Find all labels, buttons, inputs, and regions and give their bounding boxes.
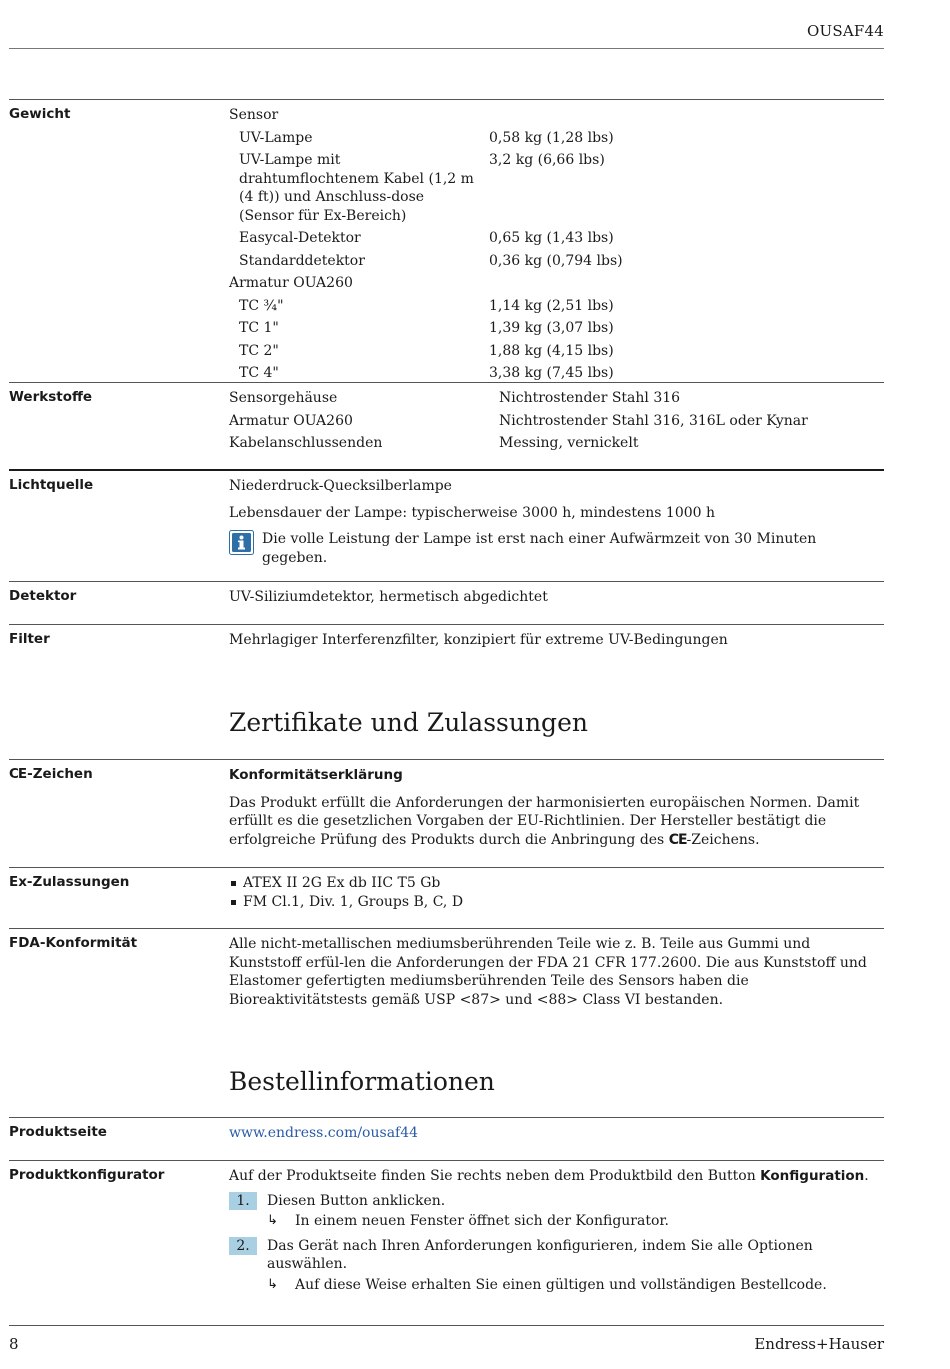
ce-body: [229, 766, 884, 849]
section-ce: [9, 759, 884, 867]
label-werkstoffe: Werkstoffe: [9, 389, 93, 405]
section-lichtquelle: [9, 469, 884, 583]
label-lichtquelle: Lichtquelle: [9, 477, 94, 493]
label-ce-text: -Zeichen: [27, 766, 93, 782]
header-title: OUSAF44: [807, 22, 884, 40]
filter-text: Mehrlagiger Interferenzfilter, konzipiert für extreme UV-Bedingungen: [229, 632, 728, 648]
result-arrow-icon: ↳: [267, 1276, 278, 1292]
row-name: TC 4": [239, 365, 279, 381]
row-value: Nichtrostender Stahl 316, 316L oder Kynar: [499, 412, 808, 429]
list-item: ATEX II 2G Ex db IIC T5 Gb: [229, 874, 884, 893]
lichtquelle-body: [229, 477, 884, 567]
section-filter: [9, 624, 884, 685]
info-note: [229, 530, 884, 567]
section-werkstoffe: [9, 382, 884, 470]
table-row: [229, 229, 884, 248]
lamp-type: Niederdruck-Quecksilberlampe: [229, 478, 452, 494]
footer-rule: [9, 1325, 884, 1326]
footer-brand: Endress+Hauser: [754, 1335, 884, 1353]
intro-text: Auf der Produktseite finden Sie rechts neben dem Produktbild den Button: [229, 1168, 761, 1184]
table-row: [229, 389, 884, 408]
row-name: Standarddetektor: [239, 252, 365, 269]
armatur-heading: Armatur OUA260: [229, 275, 353, 291]
document-page: [9, 0, 884, 1369]
heading-zertifikate: Zertifikate und Zulassungen: [229, 708, 588, 737]
row-name: Sensorgehäuse: [229, 390, 338, 406]
sensor-heading: Sensor: [229, 107, 279, 123]
row-name: Armatur OUA260: [229, 412, 353, 429]
ex-list: [229, 874, 884, 911]
label-filter: Filter: [9, 631, 50, 647]
lamp-lifetime: Lebensdauer der Lampe: typischerweise 3000 h, mindestens 1000 h: [229, 504, 716, 521]
row-value: 0,58 kg (1,28 lbs): [489, 129, 614, 146]
table-row: [229, 319, 884, 338]
ce-text-after: -Zeichens.: [686, 831, 760, 848]
row-name: TC 1": [239, 320, 279, 336]
detektor-text: UV-Siliziumdetektor, hermetisch abgedichtet: [229, 589, 548, 605]
step-result-text: Auf diese Weise erhalten Sie einen gültigen und vollständigen Bestellcode.: [295, 1276, 827, 1293]
ce-text-before: Das Produkt erfüllt die Anforderungen der harmonisierten europäischen Normen. Damit erfüllt es die gesetzlichen Vorgaben der EU-Richtlinien. Der Hersteller bestätigt die erfolgreiche Prüfung des Produkts durch die Anbringung des: [229, 794, 860, 848]
result-arrow-icon: ↳: [267, 1213, 278, 1228]
label-produktseite: Produktseite: [9, 1124, 107, 1140]
row-name: UV-Lampe mit drahtumflochtenem Kabel (1,2 m (4 ft)) und Anschluss-dose (Sensor für Ex-Bereich): [239, 152, 474, 224]
ce-paragraph: [229, 794, 884, 850]
row-value: 3,2 kg (6,66 lbs): [489, 152, 605, 168]
step-number: 2.: [229, 1237, 257, 1255]
table-row: [229, 129, 884, 148]
gewicht-body: [229, 106, 884, 383]
row-value: 1,88 kg (4,15 lbs): [489, 342, 614, 359]
fda-text: Alle nicht-metallischen mediumsberührenden Teile wie z. B. Teile aus Gummi und Kunststoff erfül-len die Anforderungen der FDA 21 CFR 177.2600. Die aus Kunststoff und Elastomer gefertigten mediumsberührenden Teile des Sensors haben die Bioreaktivitätstests gemäß USP <87> und <88> Class VI bestanden.: [229, 936, 867, 1008]
label-detektor: Detektor: [9, 588, 77, 604]
heading-bestell: Bestellinformationen: [229, 1067, 495, 1096]
label-gewicht: Gewicht: [9, 106, 71, 122]
row-name: TC 2": [239, 342, 279, 359]
row-value: 0,65 kg (1,43 lbs): [489, 230, 614, 246]
info-icon: [229, 530, 254, 555]
section-konfigurator: [9, 1160, 884, 1311]
section-ex: [9, 867, 884, 928]
step-item: [229, 1192, 884, 1211]
row-value: 0,36 kg (0,794 lbs): [489, 252, 623, 269]
row-name: TC ¾": [239, 297, 284, 314]
ex-body: [229, 874, 884, 911]
row-value: 1,39 kg (3,07 lbs): [489, 320, 614, 336]
section-detektor: [9, 581, 884, 625]
section-produktseite: [9, 1117, 884, 1161]
table-row: [229, 434, 884, 453]
table-row: [229, 151, 884, 225]
konfigurator-intro: [229, 1167, 884, 1186]
row-value: Nichtrostender Stahl 316: [499, 390, 681, 406]
table-row: [229, 412, 884, 431]
label-konfigurator: Produktkonfigurator: [9, 1167, 165, 1183]
info-text: Die volle Leistung der Lampe ist erst nach einer Aufwärmzeit von 30 Minuten gegeben.: [262, 531, 817, 566]
product-page-link[interactable]: www.endress.com/ousaf44: [229, 1125, 419, 1141]
table-row: [229, 297, 884, 316]
list-item: FM Cl.1, Div. 1, Groups B, C, D: [229, 893, 884, 912]
row-value: Messing, vernickelt: [499, 435, 639, 451]
step-result: [229, 1212, 884, 1231]
label-fda: FDA-Konformität: [9, 935, 138, 951]
label-ex: Ex-Zulassungen: [9, 874, 130, 890]
table-row: [229, 252, 884, 271]
page-number: 8: [9, 1335, 19, 1353]
section-fda: [9, 928, 884, 1029]
step-text: Diesen Button anklicken.: [267, 1192, 446, 1209]
konfigurator-body: [229, 1167, 884, 1294]
konfiguration-term: Konfiguration: [760, 1168, 865, 1184]
ce-heading: Konformitätserklärung: [229, 767, 403, 783]
werkstoffe-body: [229, 389, 884, 453]
ce-mark-inline: CE: [668, 831, 687, 848]
label-ce: [9, 766, 93, 782]
step-result: [229, 1276, 884, 1295]
step-number: 1.: [229, 1192, 257, 1210]
step-result-text: In einem neuen Fenster öffnet sich der Konfigurator.: [295, 1213, 670, 1229]
header-rule: [9, 48, 884, 49]
row-name: Easycal-Detektor: [239, 230, 361, 246]
row-value: 1,14 kg (2,51 lbs): [489, 297, 614, 314]
row-name: Kabelanschlussenden: [229, 435, 383, 451]
ce-mark: CE: [9, 766, 27, 782]
table-row: [229, 342, 884, 361]
intro-end: .: [864, 1168, 869, 1184]
step-text: Das Gerät nach Ihren Anforderungen konfigurieren, indem Sie alle Optionen auswählen.: [267, 1237, 813, 1272]
table-row: [229, 364, 884, 383]
produktseite-body: [229, 1124, 884, 1143]
section-gewicht: [9, 99, 884, 382]
step-item: [229, 1237, 884, 1274]
row-value: 3,38 kg (7,45 lbs): [489, 365, 614, 381]
row-name: UV-Lampe: [239, 129, 313, 146]
